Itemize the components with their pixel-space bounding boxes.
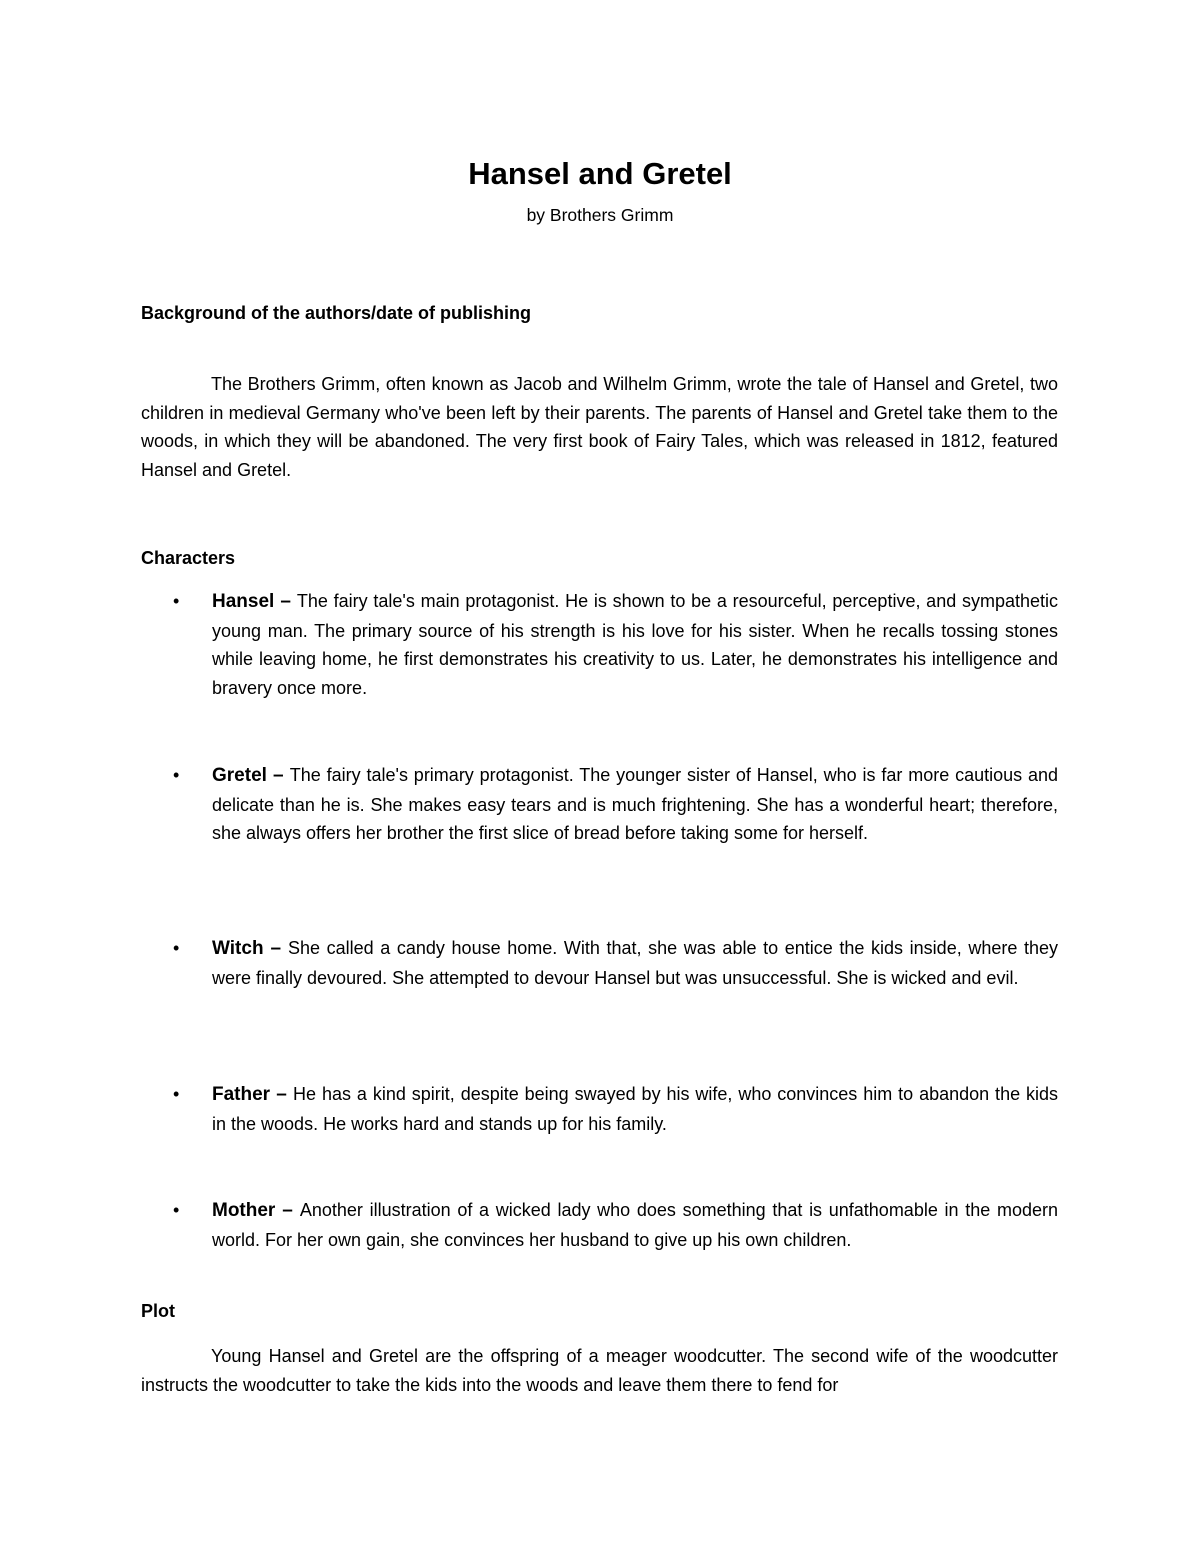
bullet-icon: •: [173, 1200, 180, 1220]
character-item-hansel: [173, 587, 1058, 702]
bullet-icon: •: [173, 1084, 180, 1104]
character-description: Another illustration of a wicked lady who does something that is unfathomable in the modern world. For her own gain, she convinces her husband to give up his own children.: [212, 1200, 1058, 1250]
background-paragraph: [141, 370, 1058, 484]
character-separator: –: [274, 591, 297, 612]
character-item-mother: [173, 1196, 1058, 1254]
character-description: The fairy tale's primary protagonist. The younger sister of Hansel, who is far more cautious and delicate than he is. She makes easy tears and is much frightening. She has a wonderful heart; therefore, she always offers her brother the first slice of bread before taking some for herself.: [212, 765, 1059, 844]
plot-paragraph: [141, 1342, 1058, 1399]
character-name: Witch: [212, 938, 264, 959]
character-name: Hansel: [212, 591, 275, 612]
character-separator: –: [263, 938, 288, 959]
background-heading: Background of the authors/date of publishing: [141, 303, 531, 323]
character-item-gretel: [173, 761, 1059, 848]
character-name: Mother: [212, 1200, 276, 1221]
character-description: The fairy tale's main protagonist. He is shown to be a resourceful, perceptive, and sympathetic young man. The primary source of his strength is his love for his sister. When he recalls tossing stones while leaving home, he first demonstrates his creativity to us. Later, he demonstrates his intelligence and bravery once more.: [212, 591, 1058, 698]
character-name: Father: [212, 1084, 271, 1105]
character-separator: –: [270, 1084, 294, 1105]
bullet-icon: •: [173, 938, 180, 958]
character-description: She called a candy house home. With that, she was able to entice the kids inside, where they were finally devoured. She attempted to devour Hansel but was unsuccessful. She is wicked and evil.: [212, 938, 1059, 988]
bullet-icon: •: [173, 591, 180, 611]
character-description: He has a kind spirit, despite being swayed by his wife, who convinces him to abandon the kids in the woods. He works hard and stands up for his family.: [212, 1084, 1059, 1134]
characters-heading: Characters: [141, 548, 236, 568]
character-item-witch: [173, 934, 1059, 992]
document-title: Hansel and Gretel: [468, 156, 732, 191]
character-name: Gretel: [212, 765, 267, 786]
plot-heading: Plot: [141, 1301, 175, 1321]
character-item-father: [173, 1080, 1059, 1138]
background-text: The Brothers Grimm, often known as Jacob and Wilhelm Grimm, wrote the tale of Hansel and Gretel, two children in medieval Germany who've been left by their parents. The parents of Hansel and Gretel take them to the woods, in which they will be abandoned. The very first book of Fairy Tales, which was released in 1812, featured Hansel and Gretel.: [141, 374, 1058, 480]
bullet-icon: •: [173, 765, 180, 785]
document-subtitle: by Brothers Grimm: [526, 205, 674, 225]
plot-text: Young Hansel and Gretel are the offspring of a meager woodcutter. The second wife of the woodcutter instructs the woodcutter to take the kids into the woods and leave them there to fend for: [141, 1346, 1058, 1395]
character-separator: –: [266, 765, 290, 786]
character-separator: –: [275, 1200, 300, 1221]
